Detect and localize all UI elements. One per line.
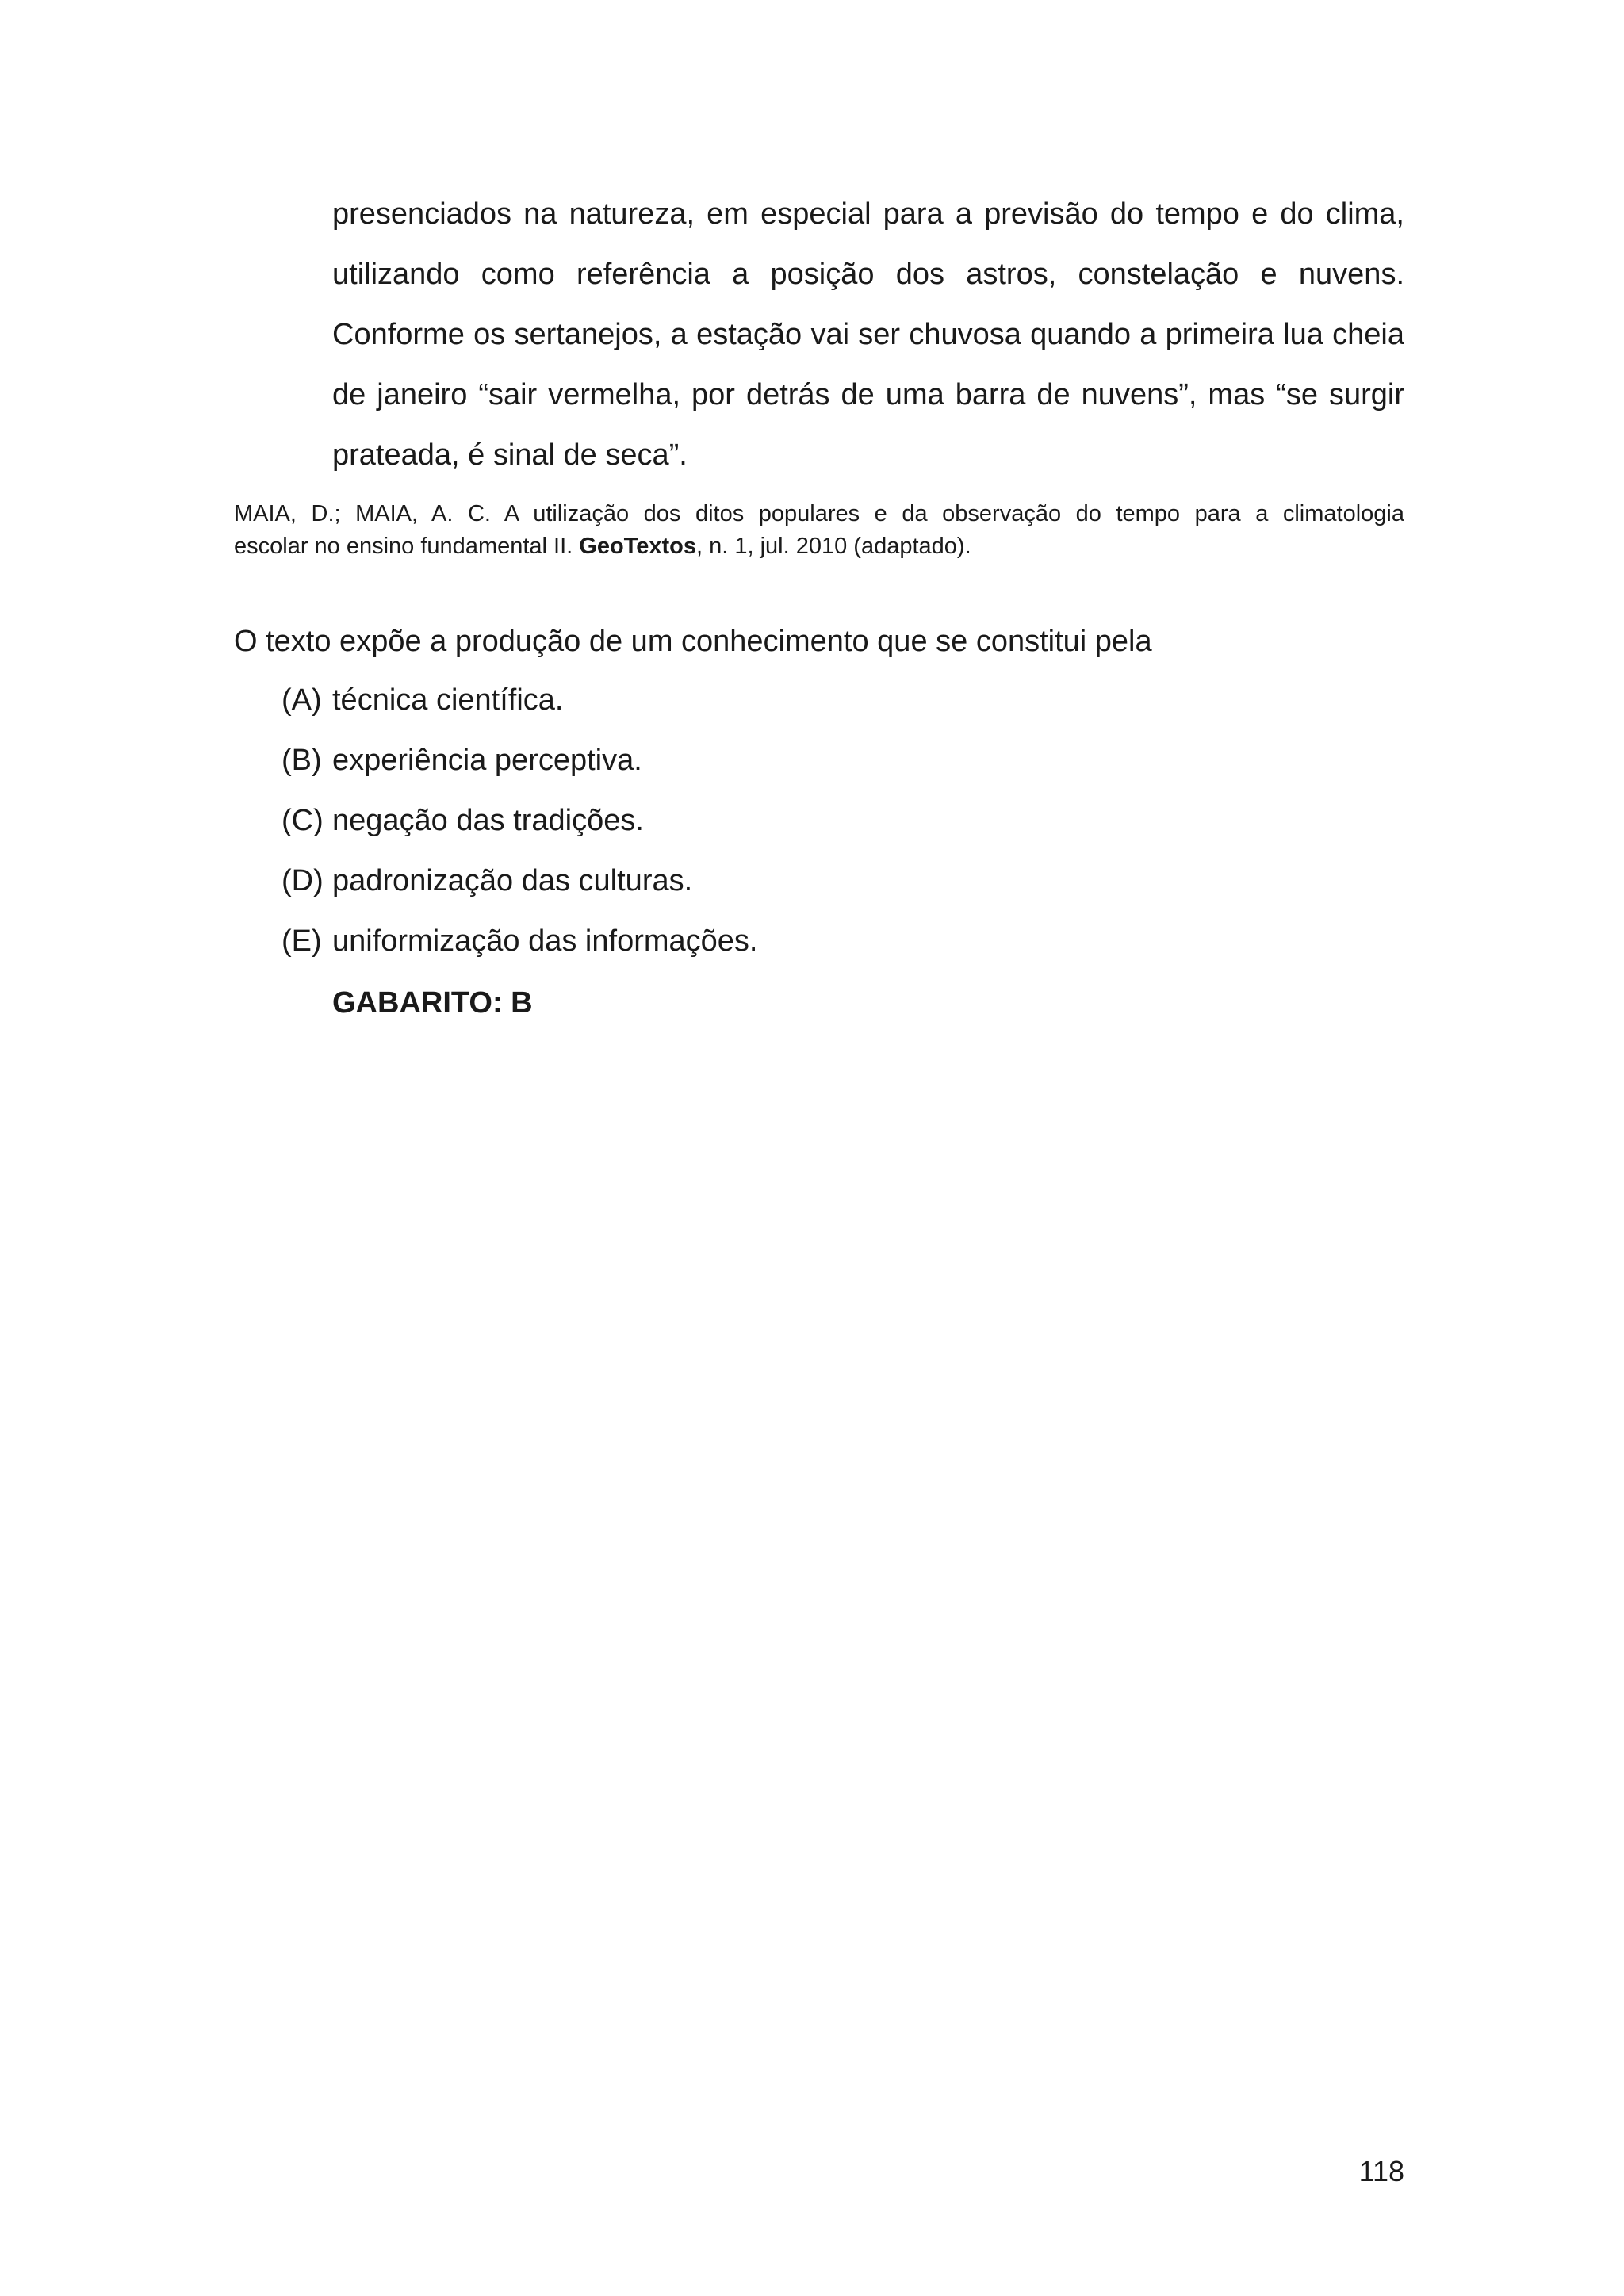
quoted-passage [332, 184, 1404, 485]
option-letter: (D) [282, 864, 324, 897]
source-citation [234, 498, 1404, 563]
option-letter: (E) [282, 924, 322, 958]
citation-text: escolar no ensino fundamental II. [234, 534, 580, 559]
option-b [282, 744, 757, 804]
citation-line: MAIA, D.; MAIA, A. C. A utilização dos ditos populares e da observação do tempo para a climatologia [234, 501, 1404, 526]
option-letter: (A) [282, 683, 322, 717]
option-d [282, 864, 757, 924]
quote-line: utilizando como referência a posição dos astros, constelação e nuvens. [332, 258, 1404, 291]
option-text: experiência perceptiva. [332, 744, 642, 777]
quote-line: prateada, é sinal de seca”. [332, 438, 688, 472]
citation-line [234, 530, 1404, 563]
option-a [282, 683, 757, 744]
answer-key: GABARITO: B [332, 986, 533, 1020]
question-stem: O texto expõe a produção de um conhecimento que se constitui pela [234, 625, 1152, 658]
option-letter: (C) [282, 804, 324, 837]
option-text: uniformização das informações. [332, 924, 758, 958]
quote-line: Conforme os sertanejos, a estação vai ser chuvosa quando a primeira lua cheia [332, 318, 1404, 351]
option-text: técnica científica. [332, 683, 564, 717]
option-e [282, 924, 757, 985]
citation-text: , n. 1, jul. 2010 (adaptado). [696, 534, 971, 559]
option-c [282, 804, 757, 864]
journal-title: GeoTextos [579, 534, 696, 559]
option-text: negação das tradições. [332, 804, 644, 837]
quote-line: presenciados na natureza, em especial para a previsão do tempo e do clima, [332, 197, 1404, 231]
quote-line: de janeiro “sair vermelha, por detrás de uma barra de nuvens”, mas “se surgir [332, 378, 1404, 411]
answer-options [282, 683, 757, 985]
option-letter: (B) [282, 744, 322, 777]
page-number: 118 [1358, 2155, 1404, 2187]
option-text: padronização das culturas. [332, 864, 693, 897]
